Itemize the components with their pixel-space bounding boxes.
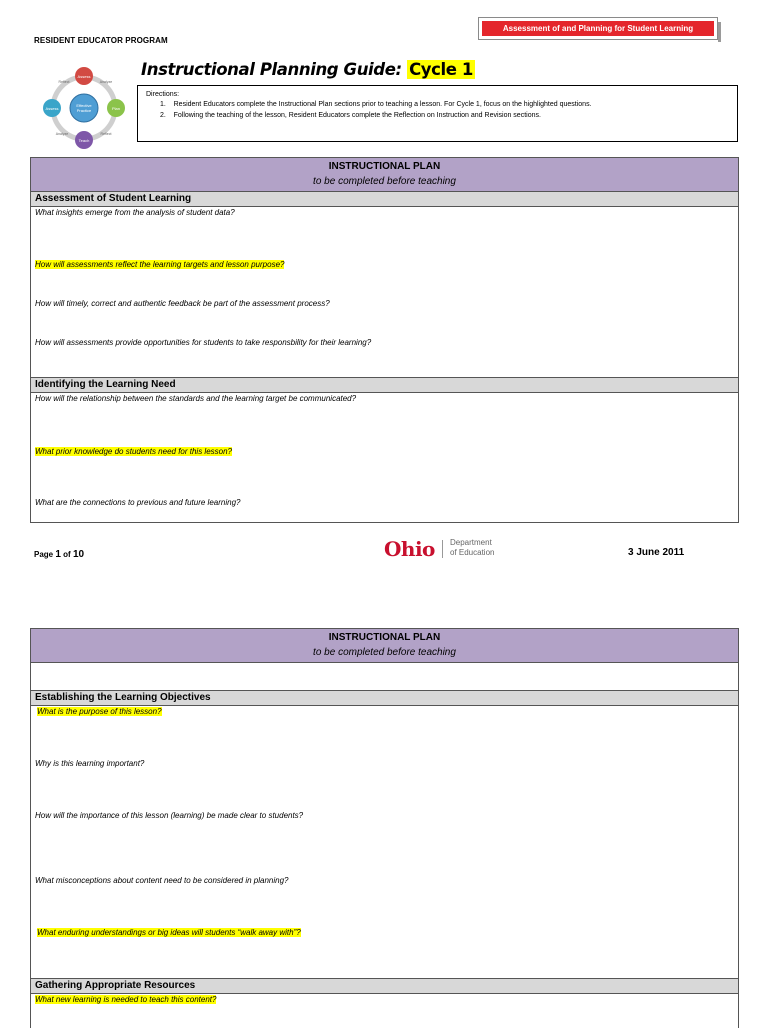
page-number: [34, 549, 84, 560]
title-text: Instructional Planning Guide: [141, 60, 396, 79]
section-title: Gathering Appropriate Resources: [31, 978, 738, 994]
footer-date: 3 June 2011: [628, 547, 685, 558]
cycle-diagram-icon: [40, 63, 128, 153]
ohio-logo: [384, 535, 504, 563]
question-highlighted: [35, 447, 232, 456]
cycle-center-label-1: Effective: [76, 103, 92, 108]
section-body[interactable]: [31, 994, 738, 1034]
section-banner: [478, 17, 718, 40]
question: How will the relationship between the standards and the learning target be communicated?: [35, 394, 357, 403]
cycle-arrow-analyze-1: Analyze: [99, 80, 113, 84]
instructional-plan-table-1: [30, 157, 739, 523]
title-colon: :: [395, 60, 402, 79]
plan-header: [31, 629, 738, 663]
cycle-node-assess-left: Assess: [45, 106, 59, 111]
banner-label: Assessment of and Planning for Student Learning: [482, 21, 714, 36]
page-prefix: Page: [34, 550, 54, 559]
question: What insights emerge from the analysis of student data?: [35, 208, 235, 217]
section-body[interactable]: [31, 207, 738, 377]
ohio-logo-divider: [442, 540, 443, 558]
instructional-plan-table-2: [30, 628, 739, 1028]
directions-item: 1. Resident Educators complete the Instructional Plan sections prior to teaching a lesson. For Cycle 1, focus on the highlighted questions.: [160, 101, 592, 108]
program-name: RESIDENT EDUCATOR PROGRAM: [34, 36, 168, 45]
question-text: What is the purpose of this lesson?: [37, 707, 162, 716]
cycle-node-plan: Plan: [111, 106, 121, 111]
plan-title: INSTRUCTIONAL PLAN: [328, 632, 441, 643]
question-text: What enduring understandings or big ideas will students “walk away with”?: [37, 928, 301, 937]
spacer-row: [31, 663, 738, 690]
plan-subtitle: to be completed before teaching: [313, 647, 456, 658]
page-current: 1: [55, 549, 61, 560]
section-title: Identifying the Learning Need: [31, 377, 738, 393]
plan-subtitle: to be completed before teaching: [313, 176, 456, 187]
question-text: How will assessments reflect the learning targets and lesson purpose?: [35, 260, 285, 269]
plan-header: [31, 158, 738, 192]
question: Why is this learning important?: [35, 759, 145, 768]
question-highlighted: [35, 260, 284, 269]
directions-label: Directions:: [146, 91, 180, 98]
plan-title: INSTRUCTIONAL PLAN: [328, 161, 441, 172]
question-highlighted: [37, 928, 301, 937]
question: How will timely, correct and authentic feedback be part of the assessment process?: [35, 299, 330, 308]
question-text: What new learning is needed to teach this content?: [35, 995, 217, 1004]
question: What misconceptions about content need to be considered in planning?: [35, 876, 289, 885]
cycle-node-assess-top: Assess: [77, 74, 91, 79]
cycle-center-label-2: Practice: [76, 108, 92, 113]
page-of: of: [63, 550, 71, 559]
question-highlighted: [35, 995, 216, 1004]
section-title: Establishing the Learning Objectives: [31, 690, 738, 706]
section-body[interactable]: [31, 393, 738, 523]
directions-box: [137, 85, 738, 142]
question: How will assessments provide opportunities for students to take responsbility for their learning?: [35, 338, 372, 347]
section-body[interactable]: [31, 706, 738, 978]
page-total: 10: [72, 549, 85, 560]
cycle-node-teach: Teach: [78, 138, 90, 143]
cycle-badge: Cycle 1: [409, 60, 473, 79]
cycle-arrow-analyze-2: Analyze: [55, 132, 69, 136]
question-text: What prior knowledge do students need for this lesson?: [35, 447, 233, 456]
ohio-logo-dept: Department: [450, 538, 492, 547]
ohio-logo-edu: of Education: [450, 548, 495, 557]
ohio-logo-word: Ohio: [384, 537, 435, 561]
directions-item: 2. Following the teaching of the lesson, Resident Educators complete the Reflection on Instruction and Revision sections.: [160, 112, 541, 119]
section-title: Assessment of Student Learning: [31, 192, 738, 207]
directions-list: [146, 99, 737, 121]
question: What are the connections to previous and future learning?: [35, 498, 241, 507]
page-title: [141, 60, 475, 79]
question-highlighted: [37, 707, 162, 716]
banner-shadow: [718, 22, 721, 42]
question: How will the importance of this lesson (learning) be made clear to students?: [35, 811, 304, 820]
cycle-arrow-reflect-1: Reflect: [58, 80, 70, 84]
cycle-arrow-reflect-2: Reflect: [100, 132, 112, 136]
